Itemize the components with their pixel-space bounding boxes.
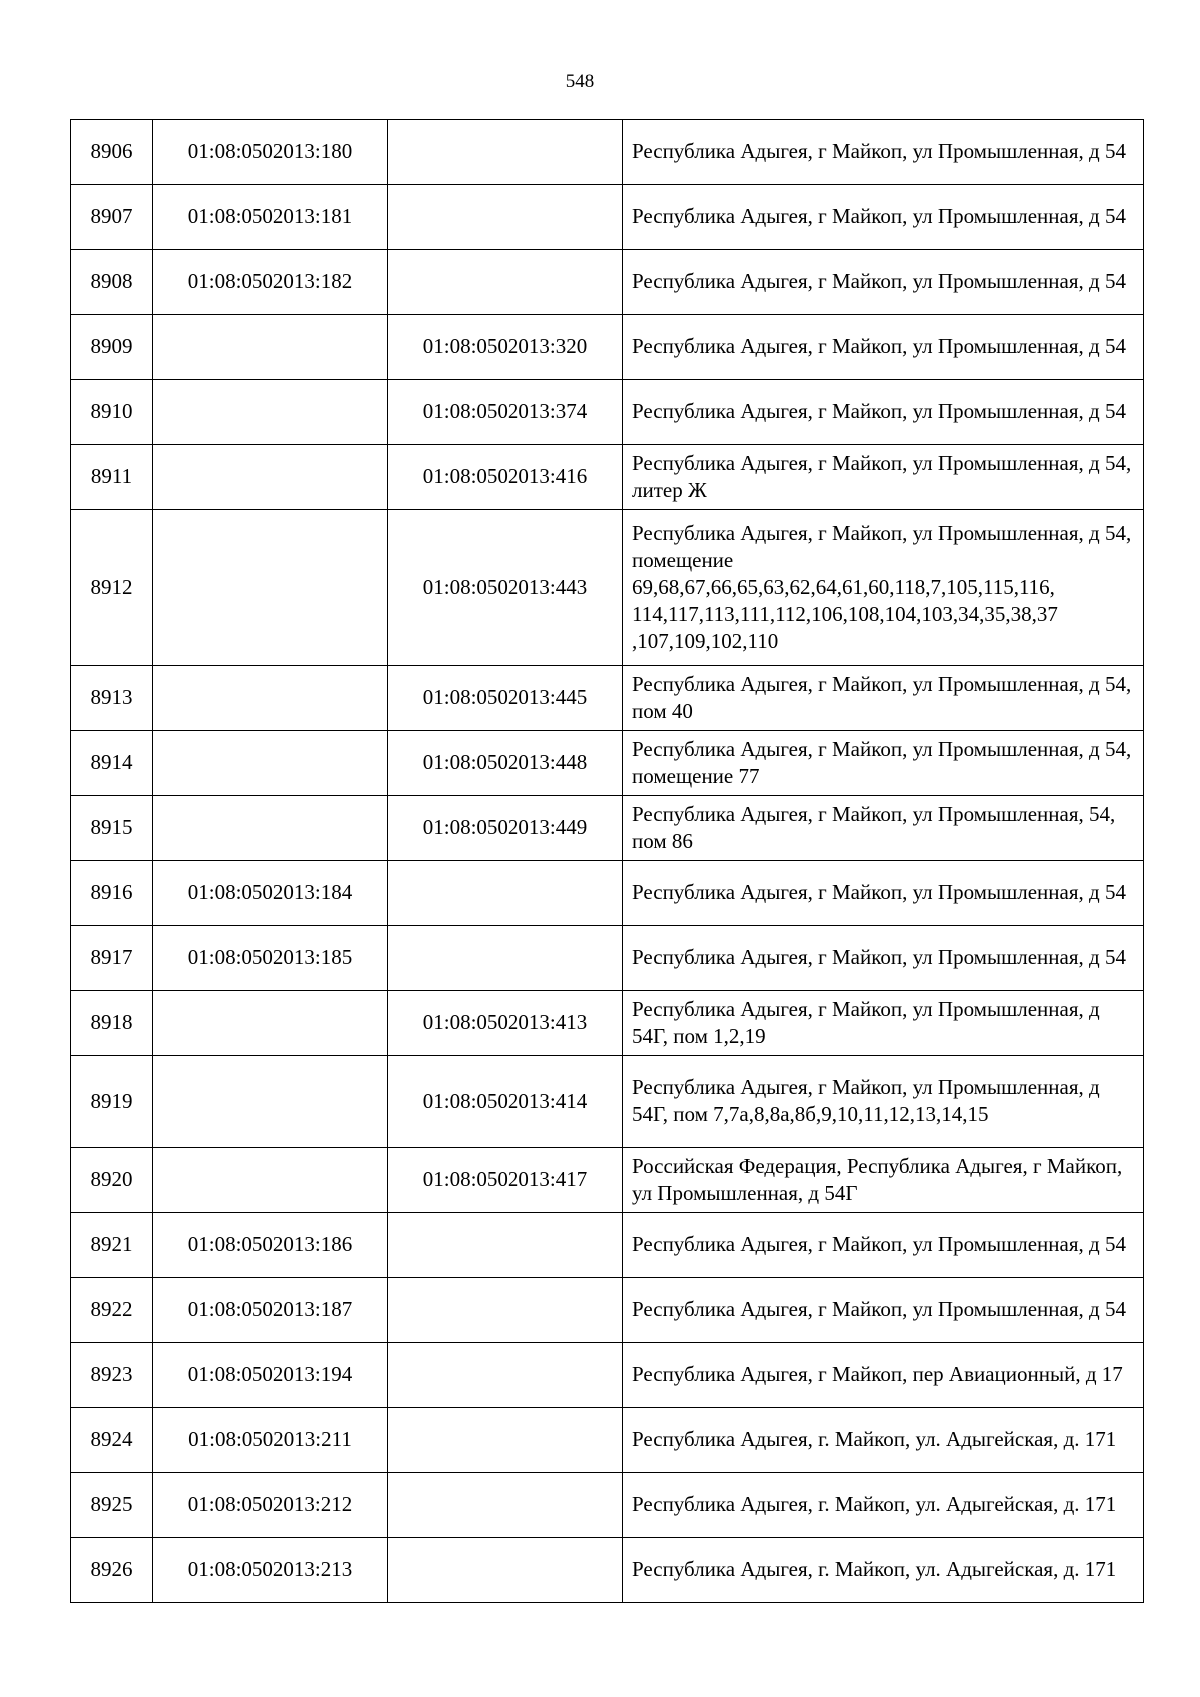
row-number: 8922 [71,1278,153,1343]
row-number: 8921 [71,1213,153,1278]
table-row [71,1278,1144,1343]
row-number: 8909 [71,315,153,380]
row-number: 8924 [71,1408,153,1473]
table-row [71,731,1144,796]
table-row [71,120,1144,185]
table-row [71,1473,1144,1538]
cadastral-number-building [388,185,623,250]
cadastral-number-parcel: 01:08:0502013:211 [153,1408,388,1473]
table-row [71,445,1144,510]
table-row [71,1343,1144,1408]
address: Республика Адыгея, г. Майкоп, ул. Адыгейская, д. 171 [623,1538,1144,1603]
table-row [71,315,1144,380]
cadastral-number-building [388,1343,623,1408]
row-number: 8925 [71,1473,153,1538]
cadastral-number-building: 01:08:0502013:417 [388,1148,623,1213]
row-number: 8923 [71,1343,153,1408]
cadastral-number-building [388,1408,623,1473]
address: Республика Адыгея, г Майкоп, ул Промышленная, д 54 [623,1213,1144,1278]
row-number: 8910 [71,380,153,445]
cadastral-number-parcel: 01:08:0502013:187 [153,1278,388,1343]
row-number: 8911 [71,445,153,510]
registry-table [70,119,1144,1603]
address: Республика Адыгея, г Майкоп, пер Авиационный, д 17 [623,1343,1144,1408]
cadastral-number-parcel [153,991,388,1056]
cadastral-number-building [388,926,623,991]
cadastral-number-parcel [153,1148,388,1213]
address: Республика Адыгея, г Майкоп, ул Промышленная, д 54Г, пом 7,7а,8,8а,8б,9,10,11,12,13,14,15 [623,1056,1144,1148]
row-number: 8907 [71,185,153,250]
table-row [71,1056,1144,1148]
cadastral-number-parcel: 01:08:0502013:186 [153,1213,388,1278]
cadastral-number-building [388,1473,623,1538]
row-number: 8912 [71,510,153,666]
cadastral-number-parcel: 01:08:0502013:213 [153,1538,388,1603]
table-row [71,666,1144,731]
address: Республика Адыгея, г Майкоп, ул Промышленная, д 54 [623,315,1144,380]
address: Республика Адыгея, г Майкоп, ул Промышленная, д 54, литер Ж [623,445,1144,510]
cadastral-number-building [388,1213,623,1278]
row-number: 8914 [71,731,153,796]
table-row [71,250,1144,315]
table-row [71,1408,1144,1473]
cadastral-number-parcel: 01:08:0502013:194 [153,1343,388,1408]
row-number: 8915 [71,796,153,861]
cadastral-number-parcel [153,445,388,510]
table-row [71,1148,1144,1213]
cadastral-number-building [388,1278,623,1343]
address: Республика Адыгея, г Майкоп, ул Промышленная, д 54, помещение 69,68,67,66,65,63,62,64,61,60,118,7,105,115,116, 114,117,113,111,112,106,108,104,103,34,35,38,37 ,107,109,102,110 [623,510,1144,666]
cadastral-number-building: 01:08:0502013:448 [388,731,623,796]
table-row [71,926,1144,991]
cadastral-number-building: 01:08:0502013:416 [388,445,623,510]
cadastral-number-parcel [153,380,388,445]
cadastral-number-building: 01:08:0502013:413 [388,991,623,1056]
address: Республика Адыгея, г Майкоп, ул Промышленная, 54, пом 86 [623,796,1144,861]
row-number: 8917 [71,926,153,991]
row-number: 8920 [71,1148,153,1213]
address: Республика Адыгея, г Майкоп, ул Промышленная, д 54 [623,120,1144,185]
address: Российская Федерация, Республика Адыгея, г Майкоп, ул Промышленная, д 54Г [623,1148,1144,1213]
address: Республика Адыгея, г Майкоп, ул Промышленная, д 54Г, пом 1,2,19 [623,991,1144,1056]
row-number: 8919 [71,1056,153,1148]
address: Республика Адыгея, г Майкоп, ул Промышленная, д 54 [623,926,1144,991]
cadastral-number-building: 01:08:0502013:414 [388,1056,623,1148]
address: Республика Адыгея, г Майкоп, ул Промышленная, д 54 [623,250,1144,315]
cadastral-number-parcel [153,666,388,731]
cadastral-number-parcel [153,1056,388,1148]
cadastral-number-parcel: 01:08:0502013:185 [153,926,388,991]
cadastral-number-building [388,1538,623,1603]
cadastral-number-building: 01:08:0502013:320 [388,315,623,380]
cadastral-number-parcel: 01:08:0502013:184 [153,861,388,926]
address: Республика Адыгея, г Майкоп, ул Промышленная, д 54 [623,185,1144,250]
cadastral-number-parcel: 01:08:0502013:180 [153,120,388,185]
table-row [71,861,1144,926]
cadastral-number-building: 01:08:0502013:374 [388,380,623,445]
registry-table-body [71,120,1144,1603]
cadastral-number-parcel: 01:08:0502013:181 [153,185,388,250]
table-row [71,796,1144,861]
table-row [71,380,1144,445]
cadastral-number-parcel [153,796,388,861]
table-row [71,991,1144,1056]
cadastral-number-building [388,250,623,315]
cadastral-number-parcel [153,315,388,380]
address: Республика Адыгея, г Майкоп, ул Промышленная, д 54, помещение 77 [623,731,1144,796]
address: Республика Адыгея, г Майкоп, ул Промышленная, д 54, пом 40 [623,666,1144,731]
address: Республика Адыгея, г Майкоп, ул Промышленная, д 54 [623,380,1144,445]
cadastral-number-parcel: 01:08:0502013:212 [153,1473,388,1538]
table-row [71,510,1144,666]
row-number: 8906 [71,120,153,185]
row-number: 8916 [71,861,153,926]
table-row [71,1213,1144,1278]
page-number: 548 [565,71,595,92]
cadastral-number-parcel: 01:08:0502013:182 [153,250,388,315]
row-number: 8926 [71,1538,153,1603]
cadastral-number-building: 01:08:0502013:443 [388,510,623,666]
cadastral-number-building: 01:08:0502013:445 [388,666,623,731]
cadastral-number-parcel [153,510,388,666]
address: Республика Адыгея, г. Майкоп, ул. Адыгейская, д. 171 [623,1473,1144,1538]
address: Республика Адыгея, г Майкоп, ул Промышленная, д 54 [623,861,1144,926]
table-row [71,1538,1144,1603]
address: Республика Адыгея, г Майкоп, ул Промышленная, д 54 [623,1278,1144,1343]
table-row [71,185,1144,250]
row-number: 8913 [71,666,153,731]
cadastral-number-building [388,120,623,185]
row-number: 8908 [71,250,153,315]
cadastral-number-parcel [153,731,388,796]
cadastral-number-building [388,861,623,926]
row-number: 8918 [71,991,153,1056]
cadastral-number-building: 01:08:0502013:449 [388,796,623,861]
address: Республика Адыгея, г. Майкоп, ул. Адыгейская, д. 171 [623,1408,1144,1473]
